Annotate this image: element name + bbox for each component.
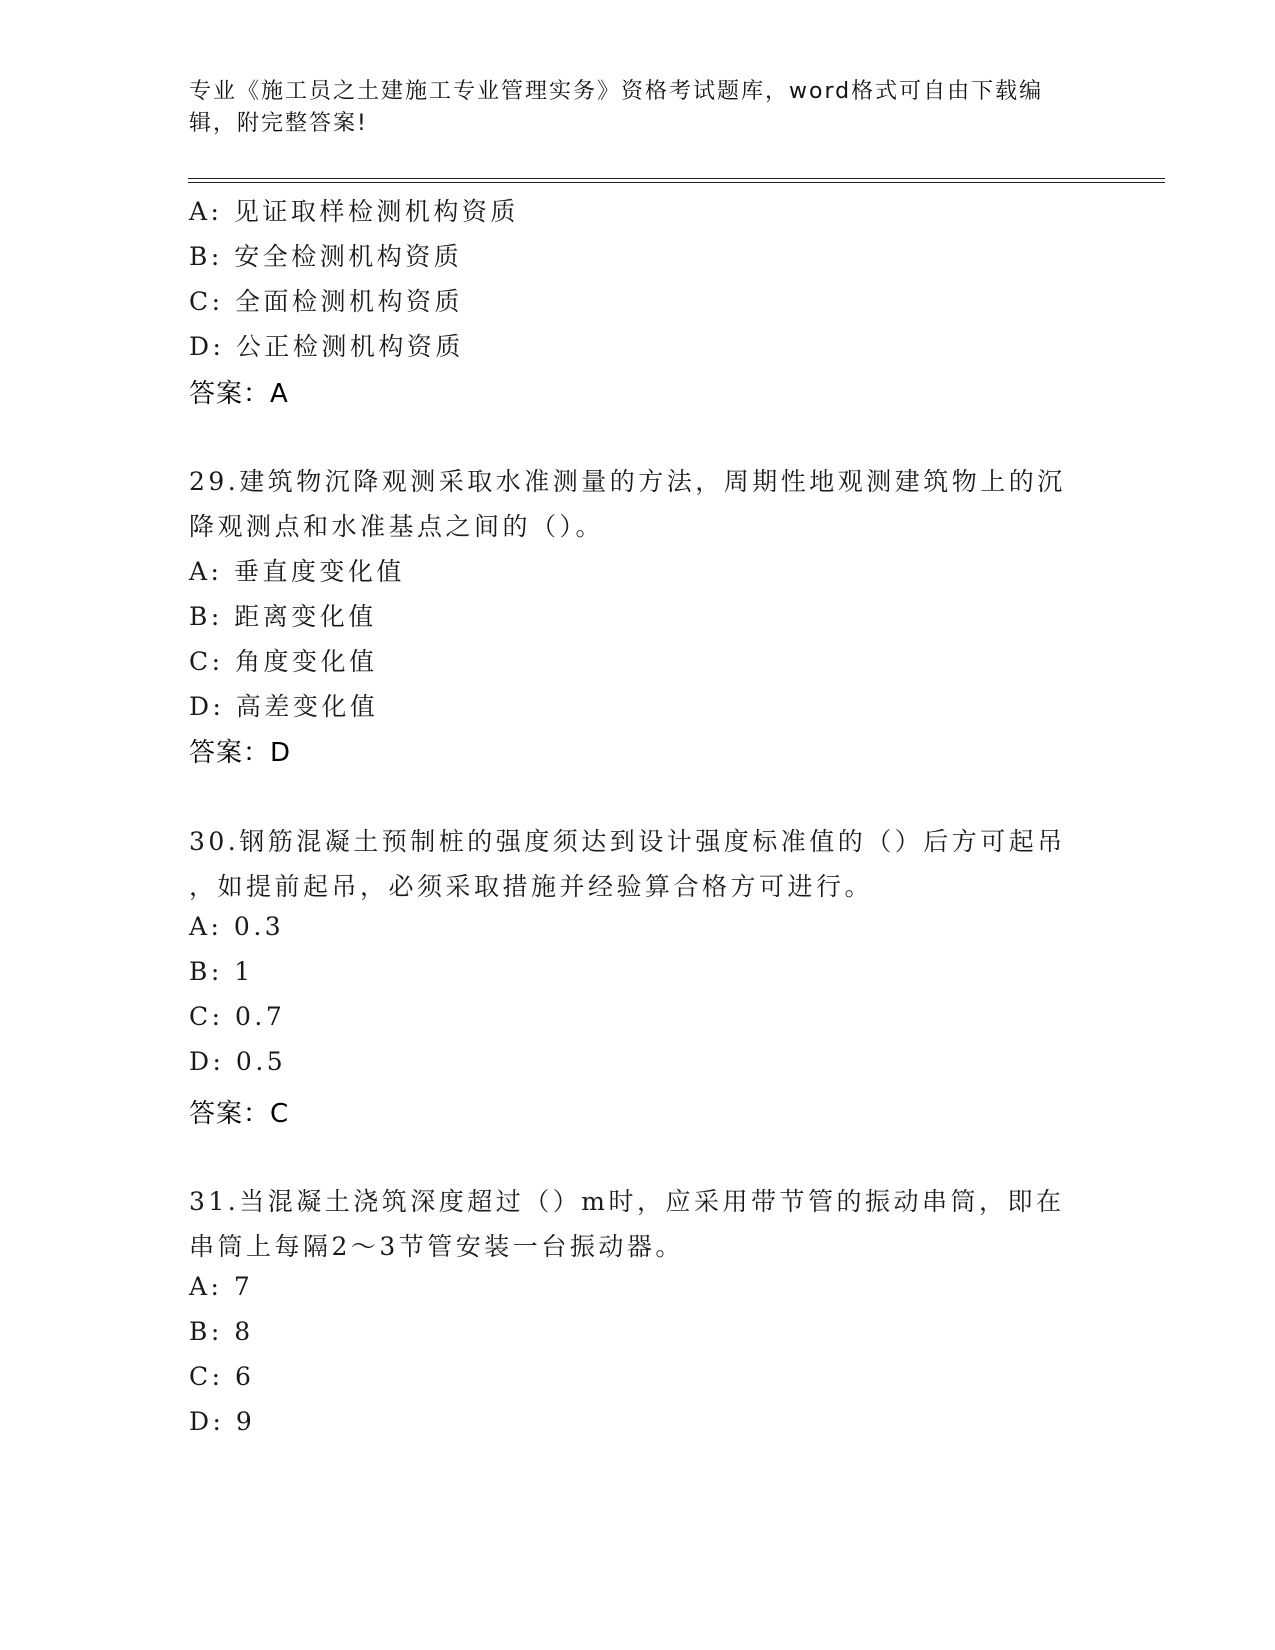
option-d: D: 高差变化值 <box>189 692 379 721</box>
option-c: C: 角度变化值 <box>189 647 378 676</box>
option-d: D: 9 <box>189 1407 256 1436</box>
question-stem-line-1: 29.建筑物沉降观测采取水准测量的方法，周期性地观测建筑物上的沉 <box>189 467 1066 496</box>
option-c: C: 全面检测机构资质 <box>189 287 463 316</box>
answer-label: 答案：A <box>189 379 289 409</box>
option-a: A: 0.3 <box>189 912 285 941</box>
option-d: D: 0.5 <box>189 1047 287 1076</box>
answer-label: 答案：C <box>189 1099 290 1129</box>
answer-label: 答案：D <box>189 738 292 768</box>
option-c: C: 0.7 <box>189 1002 286 1031</box>
option-b: B: 8 <box>189 1317 254 1346</box>
option-b: B: 1 <box>189 957 254 986</box>
option-b: B: 安全检测机构资质 <box>189 242 463 271</box>
option-d: D: 公正检测机构资质 <box>189 332 464 361</box>
option-c: C: 6 <box>189 1362 255 1391</box>
option-a: A: 垂直度变化值 <box>189 557 405 586</box>
option-a: A: 见证取样检测机构资质 <box>189 197 519 226</box>
question-stem-line-2: ，如提前起吊，必须采取措施并经验算合格方可进行。 <box>189 872 874 901</box>
question-stem-line-2: 降观测点和水准基点之间的（）。 <box>189 512 605 541</box>
question-stem-line-1: 30.钢筋混凝土预制桩的强度须达到设计强度标准值的（）后方可起吊 <box>189 827 1066 856</box>
document-header-line-2: 辑，附完整答案! <box>189 111 368 136</box>
header-divider-bottom <box>188 182 1165 183</box>
header-divider-top <box>188 178 1165 179</box>
option-b: B: 距离变化值 <box>189 602 377 631</box>
option-a: A: 7 <box>189 1272 254 1301</box>
question-stem-line-1: 31.当混凝土浇筑深度超过（）m时，应采用带节管的振动串筒，即在 <box>189 1187 1065 1216</box>
document-header-line-1: 专业《施工员之土建施工专业管理实务》资格考试题库，word格式可自由下载编 <box>189 79 1044 104</box>
question-stem-line-2: 串筒上每隔2～3节管安装一台振动器。 <box>189 1232 684 1261</box>
